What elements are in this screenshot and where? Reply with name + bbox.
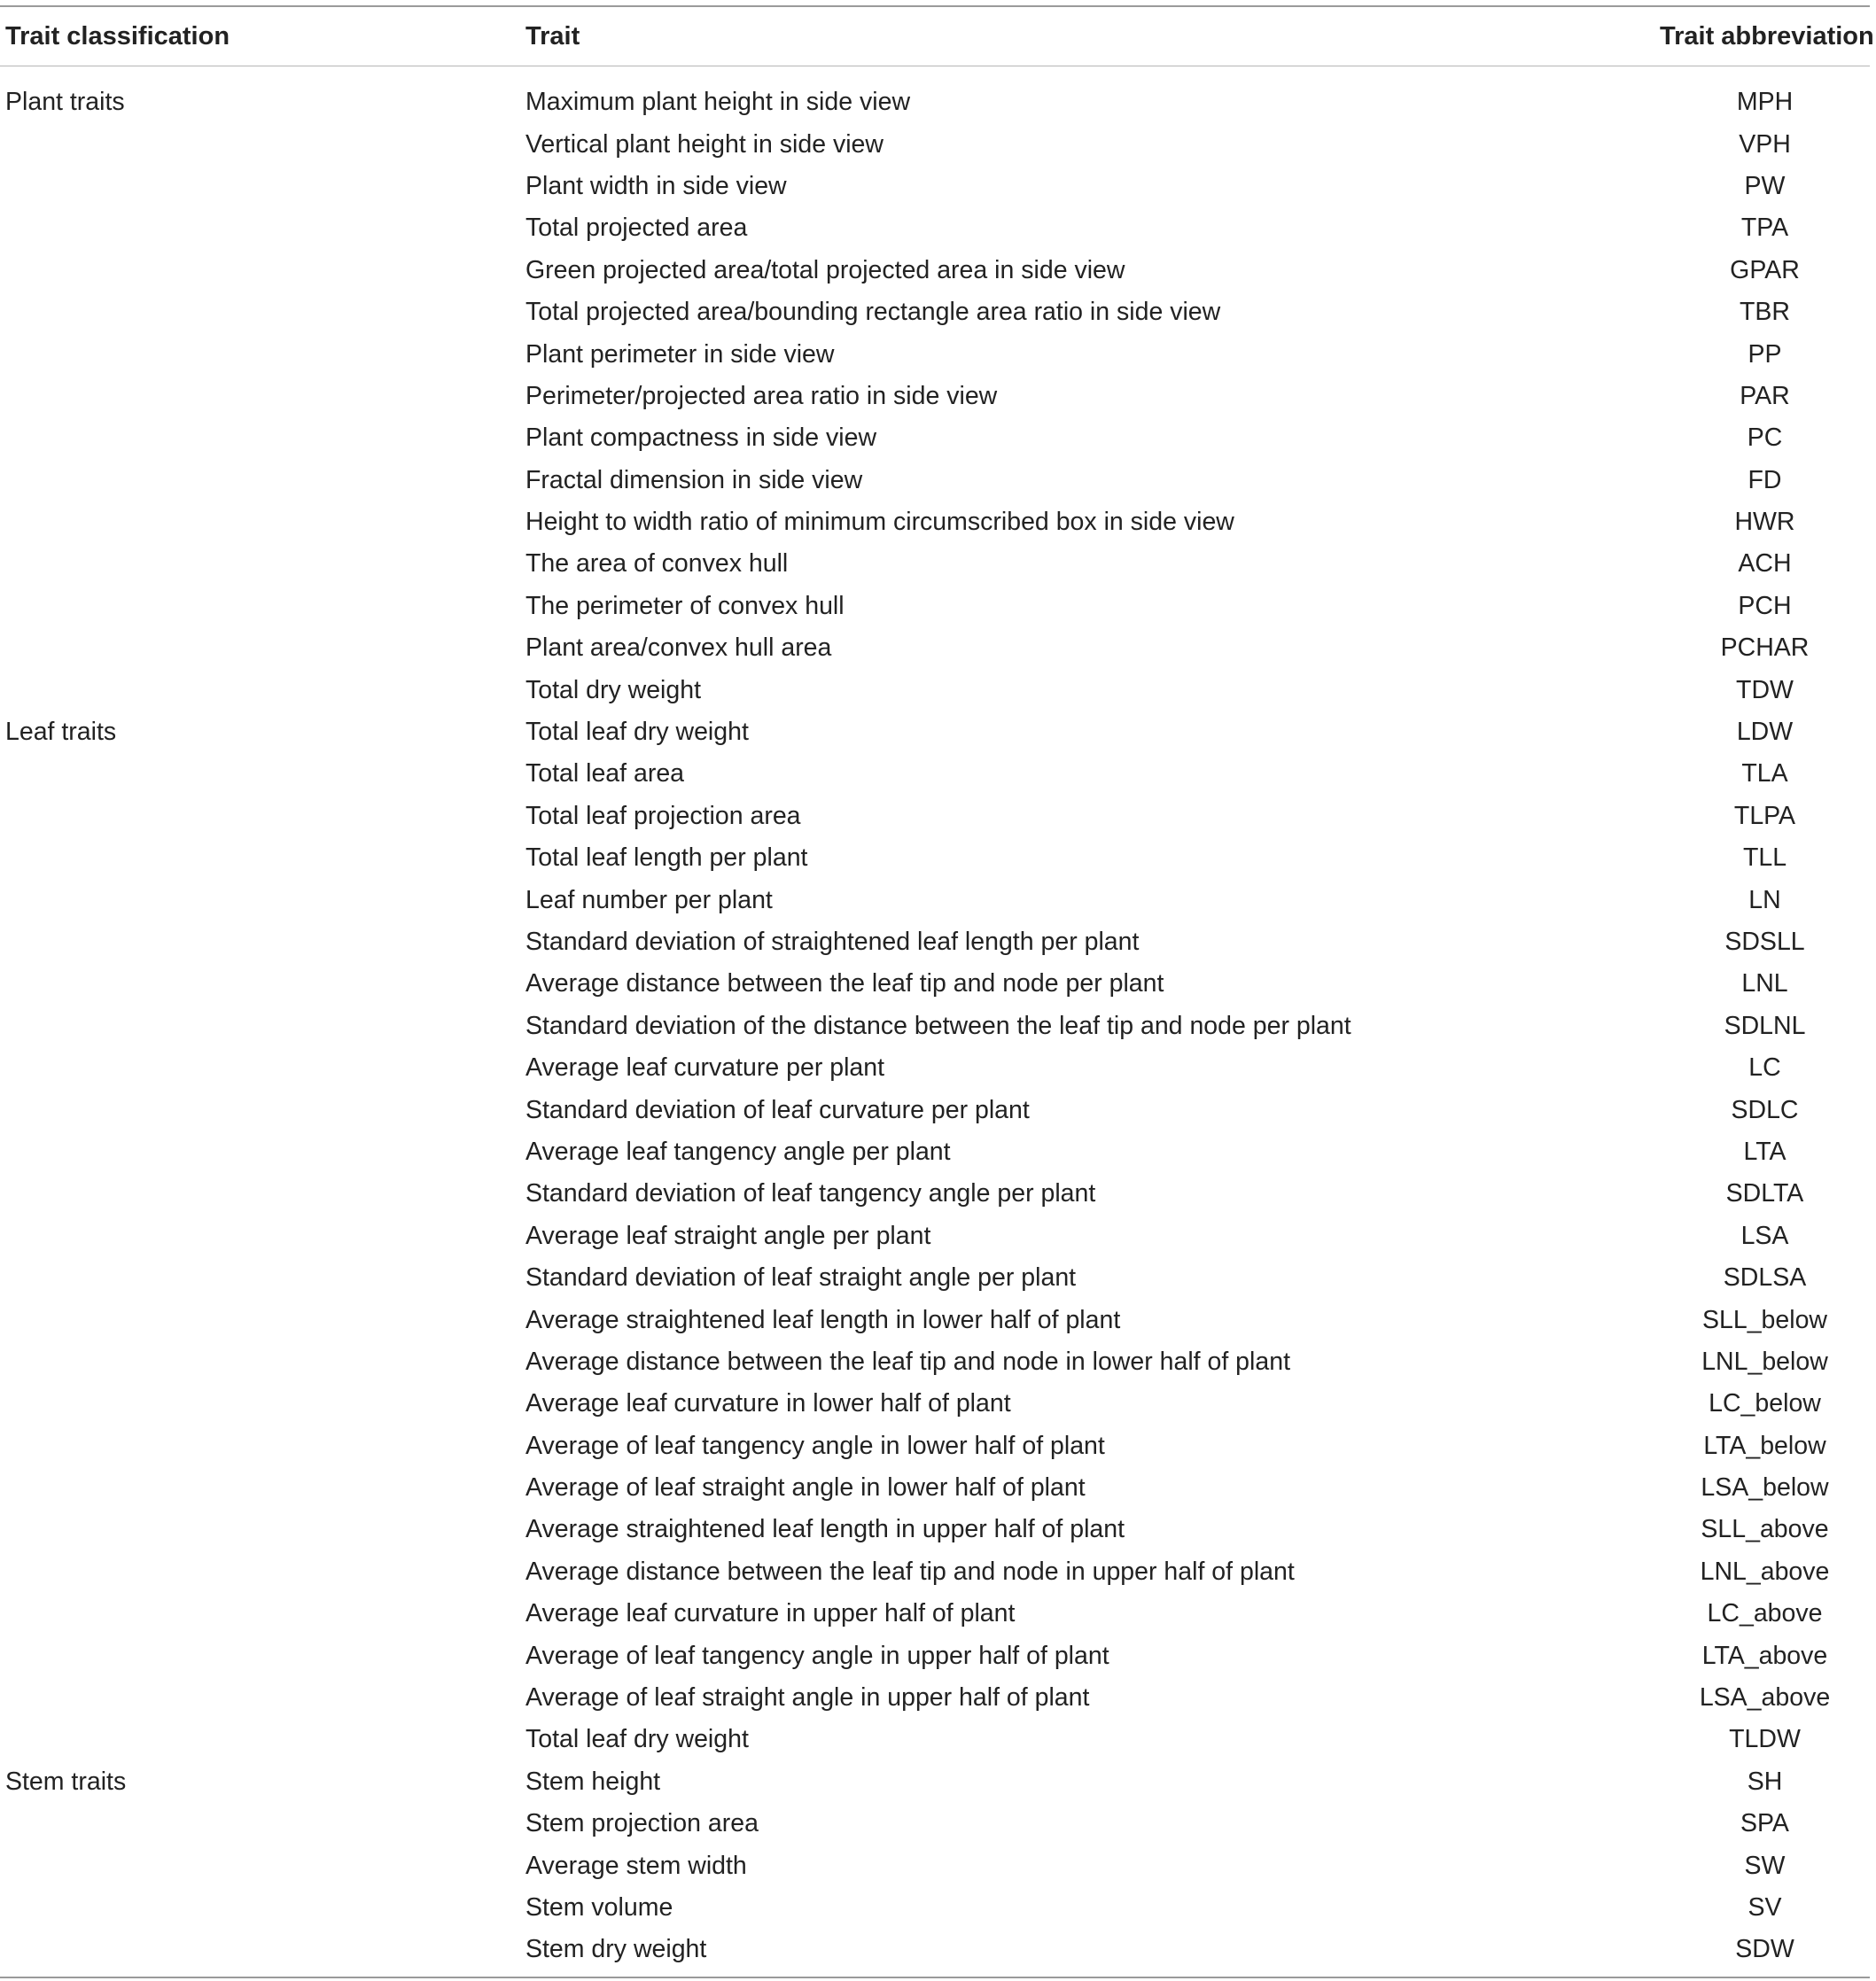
cell-trait-abbreviation: LNL_above [1700,1557,1830,1586]
table-header-row [0,7,1874,66]
table-row [0,963,1870,1005]
cell-trait: Average of leaf tangency angle in upper half of plant [525,1641,1109,1670]
table-row [0,207,1870,249]
cell-trait-abbreviation: SPA [1740,1809,1789,1838]
cell-trait-abbreviation: LC [1748,1053,1781,1083]
cell-trait-abbreviation: TLA [1741,759,1788,789]
cell-trait: Standard deviation of leaf curvature per plant [525,1095,1030,1124]
cell-trait-abbreviation: PCHAR [1720,633,1810,663]
cell-trait-abbreviation: TPA [1740,214,1789,243]
header-trait: Trait [525,21,580,50]
cell-trait: Total projected area [525,214,748,243]
cell-trait-abbreviation: TLPA [1733,801,1796,830]
table-row [0,1551,1870,1593]
table-row [0,166,1870,207]
cell-trait-classification: Stem traits [5,1767,127,1796]
table-bottom-rule [0,1977,1870,1978]
cell-trait-abbreviation: SDLC [1731,1095,1799,1124]
cell-trait-abbreviation: TLL [1742,843,1787,873]
table-row [0,1341,1870,1383]
table-row [0,1089,1870,1130]
cell-trait-abbreviation: VPH [1739,129,1791,159]
cell-trait-abbreviation: LSA [1740,1221,1789,1250]
cell-trait: Average distance between the leaf tip and node per plant [525,969,1164,998]
cell-trait-abbreviation: LTA [1743,1137,1786,1166]
table-row [0,586,1870,627]
cell-trait: Average stem width [525,1851,747,1880]
cell-trait: Average straightened leaf length in upper half of plant [525,1515,1125,1544]
cell-trait: Average distance between the leaf tip and node in lower half of plant [525,1347,1290,1376]
cell-trait: Total leaf dry weight [525,1725,749,1754]
cell-trait-abbreviation: PW [1744,171,1786,200]
table-row [0,1047,1870,1089]
header-trait-classification: Trait classification [5,21,230,50]
cell-trait: Average of leaf straight angle in lower half of plant [525,1473,1086,1503]
cell-trait: Stem dry weight [525,1935,707,1964]
table-row [0,543,1870,585]
cell-trait: Perimeter/projected area ratio in side view [525,381,998,410]
table-row [0,501,1870,543]
cell-trait: Total leaf length per plant [525,843,808,873]
cell-trait: Average leaf curvature per plant [525,1053,885,1083]
cell-trait-abbreviation: FD [1748,465,1782,494]
cell-trait-abbreviation: SDLSA [1723,1263,1807,1293]
table-row [0,1467,1870,1509]
cell-trait: Height to width ratio of minimum circumscribed box in side view [525,508,1234,537]
cell-trait-abbreviation: SW [1744,1851,1786,1880]
cell-trait: Average leaf curvature in upper half of plant [525,1599,1016,1628]
cell-trait-abbreviation: SLL_below [1701,1305,1828,1334]
table-row [0,1257,1870,1299]
table-row [0,1006,1870,1047]
cell-trait-abbreviation: SDLTA [1725,1179,1804,1208]
table-row [0,1383,1870,1425]
cell-trait-abbreviation: LTA_below [1703,1431,1826,1460]
cell-trait: Standard deviation of leaf tangency angle per plant [525,1179,1096,1208]
cell-trait: Stem height [525,1767,661,1796]
table-row [0,1173,1870,1215]
cell-trait-abbreviation: SDSLL [1724,928,1805,956]
cell-trait: Average leaf curvature in lower half of plant [525,1389,1011,1418]
cell-trait: Total leaf projection area [525,801,801,830]
table-row [0,291,1870,333]
cell-trait: The area of convex hull [525,549,789,579]
cell-trait: Average leaf straight angle per plant [525,1221,931,1250]
cell-trait: Stem projection area [525,1809,759,1838]
table-row [0,753,1870,795]
table-row [0,82,1870,123]
cell-trait: Plant width in side view [525,171,787,200]
cell-trait-abbreviation: LNL [1741,969,1788,998]
cell-trait-abbreviation: SDW [1735,1935,1794,1964]
cell-trait: The perimeter of convex hull [525,591,845,620]
cell-trait: Average straightened leaf length in lower half of plant [525,1305,1121,1334]
cell-trait: Total leaf area [525,759,685,789]
cell-trait-abbreviation: LSA_below [1701,1473,1829,1503]
table-row [0,1803,1870,1845]
table-row [0,250,1870,291]
cell-trait-abbreviation: LN [1748,885,1781,914]
cell-trait-abbreviation: ACH [1738,549,1792,579]
cell-trait-abbreviation: LC_below [1709,1389,1821,1418]
cell-trait: Standard deviation of straightened leaf length per plant [525,928,1140,956]
table-row [0,879,1870,921]
table-row [0,837,1870,879]
cell-trait: Standard deviation of leaf straight angle per plant [525,1263,1077,1293]
cell-trait-abbreviation: GPAR [1730,255,1800,284]
cell-trait-abbreviation: PP [1748,339,1782,369]
table-row [0,376,1870,417]
cell-trait: Stem volume [525,1892,673,1922]
cell-trait: Total leaf dry weight [525,718,749,747]
cell-trait: Total dry weight [525,675,702,704]
cell-trait-abbreviation: LC_above [1707,1599,1823,1628]
table-row [0,1845,1870,1886]
traits-table [0,5,1874,1978]
cell-trait: Plant compactness in side view [525,423,877,453]
cell-trait: Average of leaf straight angle in upper half of plant [525,1683,1090,1713]
cell-trait: Fractal dimension in side view [525,465,863,494]
cell-trait: Average distance between the leaf tip and node in upper half of plant [525,1557,1295,1586]
cell-trait-abbreviation: TDW [1736,675,1794,704]
cell-trait-abbreviation: SH [1747,1767,1783,1796]
table-row [0,460,1870,501]
table-row [0,1677,1870,1719]
cell-trait-abbreviation: PAR [1740,381,1790,410]
table-row [0,711,1870,753]
cell-trait-abbreviation: LSA_above [1699,1683,1831,1713]
cell-trait: Green projected area/total projected area in side view [525,255,1125,284]
table-row [0,627,1870,669]
cell-trait-abbreviation: SLL_above [1701,1515,1829,1544]
cell-trait: Standard deviation of the distance between the leaf tip and node per plant [525,1011,1351,1040]
cell-trait-abbreviation: MPH [1736,88,1794,117]
cell-trait-abbreviation: LTA_above [1701,1641,1828,1670]
table-row [0,669,1870,711]
table-row [0,1761,1870,1803]
cell-trait: Total projected area/bounding rectangle area ratio in side view [525,298,1221,327]
cell-trait-abbreviation: TLDW [1729,1725,1801,1754]
cell-trait: Average leaf tangency angle per plant [525,1137,951,1166]
cell-trait: Leaf number per plant [525,885,773,914]
table-row [0,1635,1870,1676]
table-row [0,1593,1870,1635]
table-row [0,1929,1870,1970]
cell-trait: Average of leaf tangency angle in lower half of plant [525,1431,1105,1460]
cell-trait-abbreviation: HWR [1734,508,1795,537]
cell-trait-classification: Leaf traits [5,718,117,747]
cell-trait: Vertical plant height in side view [525,129,884,159]
table-row [0,921,1870,963]
table-row [0,1509,1870,1550]
cell-trait-abbreviation: LDW [1736,718,1794,747]
cell-trait-abbreviation: SV [1748,1892,1782,1922]
table-row [0,1719,1870,1760]
table-row [0,796,1870,837]
cell-trait-abbreviation: SDLNL [1724,1011,1806,1040]
table-row [0,1131,1870,1173]
table-row [0,1887,1870,1929]
table-row [0,1426,1870,1467]
table-body [0,66,1870,1971]
cell-trait: Maximum plant height in side view [525,88,911,117]
table-row [0,333,1870,375]
table-row [0,417,1870,459]
cell-trait-abbreviation: LNL_below [1701,1347,1828,1376]
cell-trait-abbreviation: PC [1747,423,1783,453]
cell-trait-classification: Plant traits [5,88,125,117]
cell-trait-abbreviation: PCH [1738,591,1792,620]
cell-trait: Plant perimeter in side view [525,339,835,369]
table-row [0,1299,1870,1340]
table-row [0,1216,1870,1257]
cell-trait-abbreviation: TBR [1740,298,1790,327]
table-row [0,123,1870,165]
header-trait-abbreviation: Trait abbreviation [1660,21,1874,50]
cell-trait: Plant area/convex hull area [525,633,832,663]
